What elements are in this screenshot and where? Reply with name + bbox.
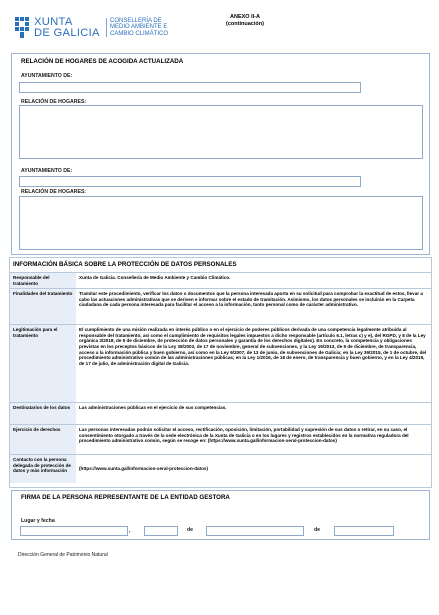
hogares-label-2: RELACIÓN DE HOGARES: — [21, 189, 87, 195]
row-label: Contacto con la persona delegada de protección de datos y más información — [10, 455, 76, 483]
table-row — [10, 425, 431, 455]
conselleria-line-1: CONSELLERÍA DE — [110, 18, 162, 24]
row-label: Legitimación para el tratamiento — [10, 325, 76, 403]
ayuntamiento-field-1[interactable] — [19, 82, 361, 93]
row-label: Destinatarios de los datos — [10, 403, 76, 425]
conselleria-line-3: CAMBIO CLIMÁTICO — [110, 30, 169, 37]
anexo-title: ANEXO II-A — [230, 14, 260, 20]
row-label: Responsable del tratamiento — [10, 273, 76, 289]
anexo-heading — [210, 14, 280, 28]
ayuntamiento-label-1: AYUNTAMIENTO DE: — [21, 73, 73, 79]
firma-section — [11, 490, 430, 540]
ayuntamiento-field-2[interactable] — [19, 176, 361, 187]
logo-text — [34, 17, 104, 39]
table-row — [10, 273, 431, 289]
row-value: El cumplimiento de una misión realizada en interés público o en el ejercicio de poderes públicos derivada de una competencia legalmente atribuida al responsable del tratamiento, así como el cumplimiento de requisitos legales impuestos a dicho responsable (artículo 6.1, letras c) y e), del RGPD, y 8 de la Ley orgánica 3/2018, de 5 de diciembre, de protección de datos personales y garantía de los derechos digitales). En concreto, la competencia y obligaciones previstas en los preceptos básicos de la Ley 38/2003, de 17 de noviembre, general de subvenciones, y la Ley 19/2013, de 9 de diciembre, de transparencia, acceso a la información pública y buen gobierno, así como en la Ley 9/2007, de 13 de junio, de subvenciones de Galicia; en la Ley 39/2015, de 1 de octubre, del procedimiento administrativo común de las administraciones públicas; en la Ley 1/2016, de 18 de enero, de transparencia y buen gobierno, y en la Ley 4/2019, de 17 de julio, de administración digital de Galicia. — [76, 325, 431, 403]
mes-field[interactable] — [206, 526, 304, 536]
table-row — [10, 325, 431, 403]
logo-line-1: XUNTA — [34, 16, 73, 28]
footer-text: Dirección General de Patrimonio Natural — [18, 552, 108, 558]
relacion-title: RELACIÓN DE HOGARES DE ACOGIDA ACTUALIZADA — [21, 58, 184, 65]
row-value[interactable]: (https://www.xunta.gal/informacion-xeral-proteccion-datos) — [76, 455, 431, 483]
comma-separator: , — [129, 528, 131, 534]
lugar-field[interactable] — [20, 526, 131, 536]
datos-table — [10, 272, 431, 483]
row-value: Tramitar este procedimiento, verificar los datos o documentos que la persona interesada aporta en su solicitud para comprobar la exactitud de estos, llevar a cabo las actuaciones administrativas que se deriven e informar sobre el estado de tramitación. Asimismo, los datos personales se incluirán en la Carpeta ciudadana de cada persona interesada para facilitar el acceso a la información, tanto personal como de carácter administrativo. — [76, 289, 431, 325]
hogares-label-1: RELACIÓN DE HOGARES: — [21, 99, 87, 105]
table-row — [10, 403, 431, 425]
ayuntamiento-label-2: AYUNTAMIENTO DE: — [21, 168, 73, 174]
xunta-logo — [14, 14, 194, 54]
firma-title: FIRMA DE LA PERSONA REPRESENTANTE DE LA ENTIDAD GESTORA — [21, 494, 230, 501]
de-label-2: de — [314, 527, 321, 533]
table-row — [10, 455, 431, 483]
row-label: Finalidades del tratamiento — [10, 289, 76, 325]
row-label: Ejercicio de derechos — [10, 425, 76, 455]
hogares-field-2[interactable] — [19, 196, 423, 250]
logo-line-2: DE GALICIA — [34, 27, 100, 39]
lugar-fecha-label: Lugar y fecha — [21, 518, 55, 524]
row-value: Las administraciones públicas en el ejercicio de sus competencias. — [76, 403, 431, 425]
anio-field[interactable] — [334, 526, 394, 536]
datos-title: INFORMACIÓN BÁSICA SOBRE LA PROTECCIÓN DE DATOS PERSONALES — [13, 261, 237, 268]
relacion-section — [11, 53, 430, 255]
table-row — [10, 289, 431, 325]
conselleria-line-2: MEDIO AMBIENTE E — [110, 24, 168, 31]
row-value: Las personas interesadas podrán solicitar el acceso, rectificación, oposición, limitación, portabilidad y supresión de sus datos o retirar, en su caso, el consentimiento otorgado a través de la sede electrónica de la Xunta de Galicia o en los lugares y registros establecidos en la normativa reguladora del procedimiento administrativo común, según se recoge en: (https://www.xunta.gal/informacion-xeral-proteccion-datos) — [76, 425, 431, 455]
anexo-continuation: (continuación) — [226, 21, 264, 27]
xunta-shield-icon — [14, 16, 30, 40]
dia-field[interactable] — [144, 526, 178, 536]
hogares-field-1[interactable] — [19, 105, 423, 159]
datos-section — [9, 257, 432, 488]
conselleria-name — [106, 18, 220, 37]
row-value: Xunta de Galicia. Consellería de Medio Ambiente y Cambio Climático. — [76, 273, 431, 289]
de-label-1: de — [187, 527, 194, 533]
